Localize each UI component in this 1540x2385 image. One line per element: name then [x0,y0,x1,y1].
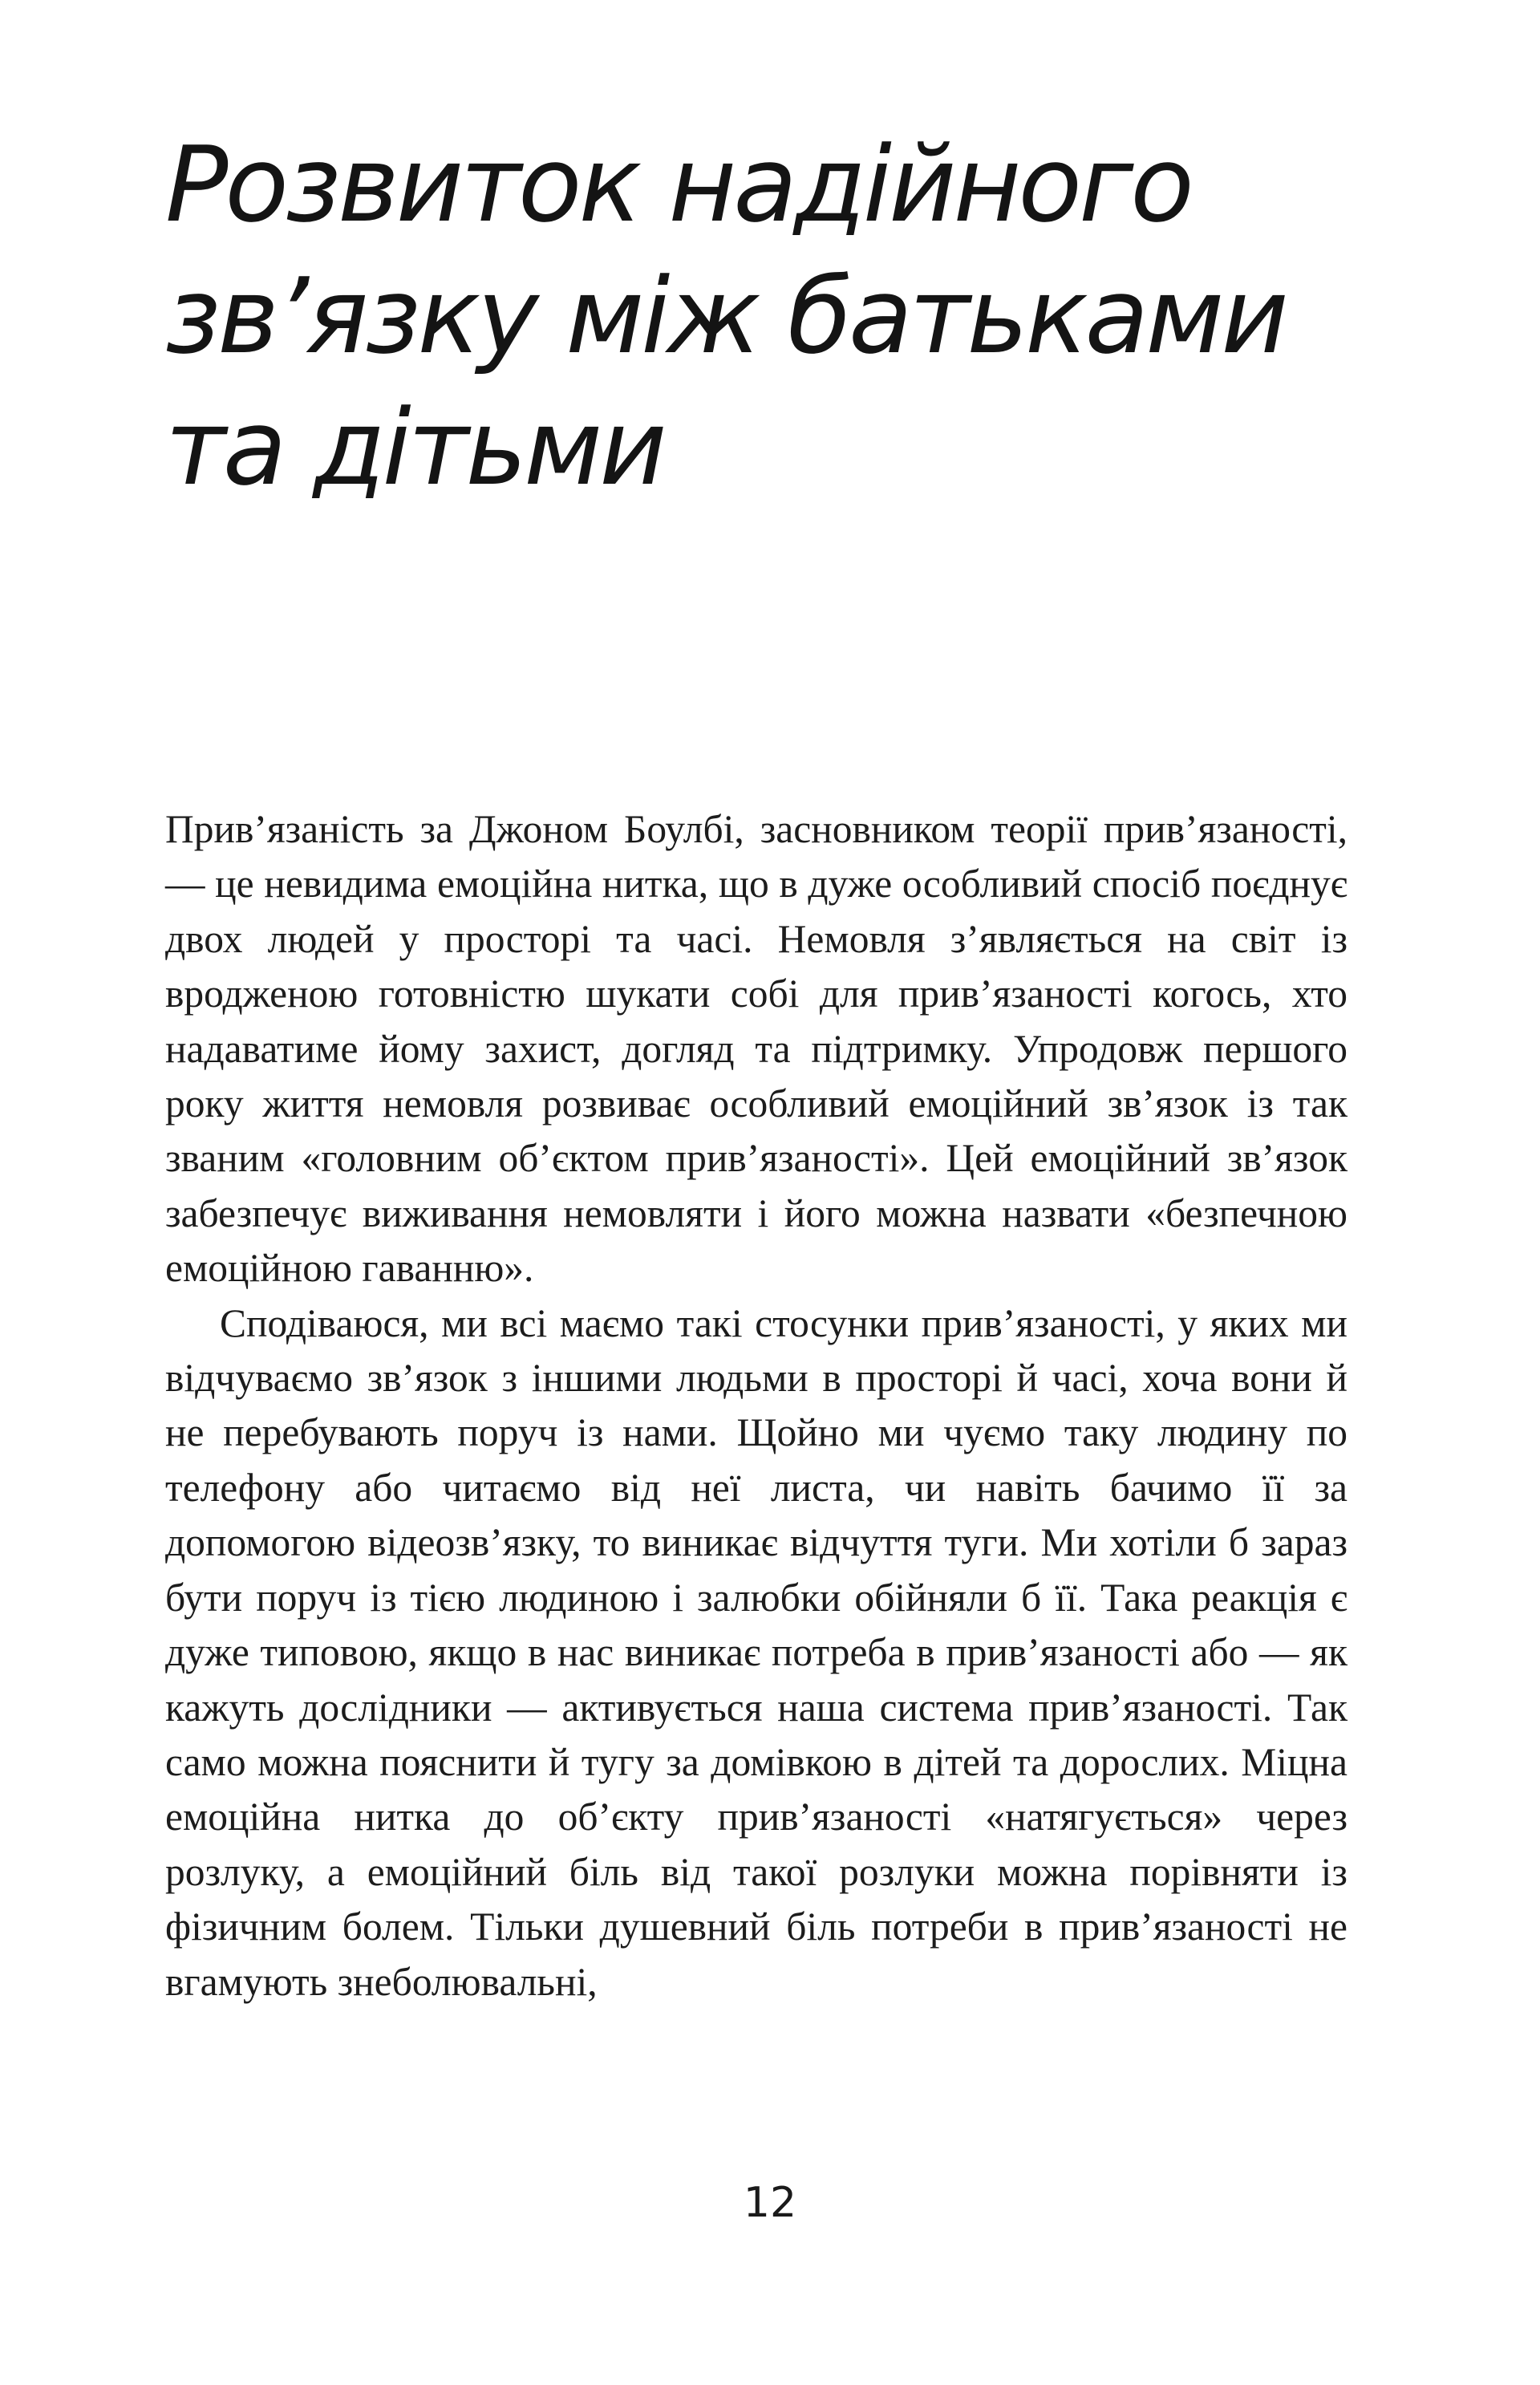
chapter-title-line-1: Розвиток надійного [165,124,1191,245]
chapter-title-line-2: зв’язку між батьками [165,255,1286,377]
chapter-title [165,119,1368,513]
page-number: 12 [743,2179,797,2227]
body-text [165,802,1348,2010]
paragraph-1: Прив’язаність за Джоном Боулбі, засновником теорії прив’язаності, — це невидима емоційна нитка, що в дуже особливий спосіб поєднує двох людей у просторі та часі. Немовля з’являється на світ із вродженою готовністю шукати собі для прив’язаності когось, хто надаватиме йому захист, догляд та підтримку. Упродовж першого року життя немовля розвиває особливий емоційний зв’язок із так званим «головним об’єктом прив’язаності». Цей емоційний зв’язок забезпечує виживання немовляти і його можна назвати «безпечною емоційною гаванню». [165,807,1348,1291]
chapter-title-line-3: та дітьми [165,387,664,509]
paragraph-2: Сподіваюся, ми всі маємо такі стосунки прив’язаності, у яких ми відчуваємо зв’язок з іншими людьми в просторі й часі, хоча вони й не перебувають поруч із нами. Щойно ми чуємо таку людину по телефону або читаємо від неї листа, чи навіть бачимо її за допомогою відеозв’язку, то виникає відчуття туги. Ми хотіли б зараз бути поруч із тією людиною і залюбки обійняли б її. Така реакція є дуже типовою, якщо в нас виникає потреба в прив’язаності або — як кажуть дослідники — активується наша система прив’язаності. Так само можна пояснити й тугу за домівкою в дітей та дорослих. Міцна емоційна нитка до об’єкту прив’язаності «натягується» через розлуку, а емоційний біль від такої розлуки можна порівняти із фізичним болем. Тільки душевний біль потреби в прив’язаності не вгамують знеболювальні, [165,1300,1348,2004]
